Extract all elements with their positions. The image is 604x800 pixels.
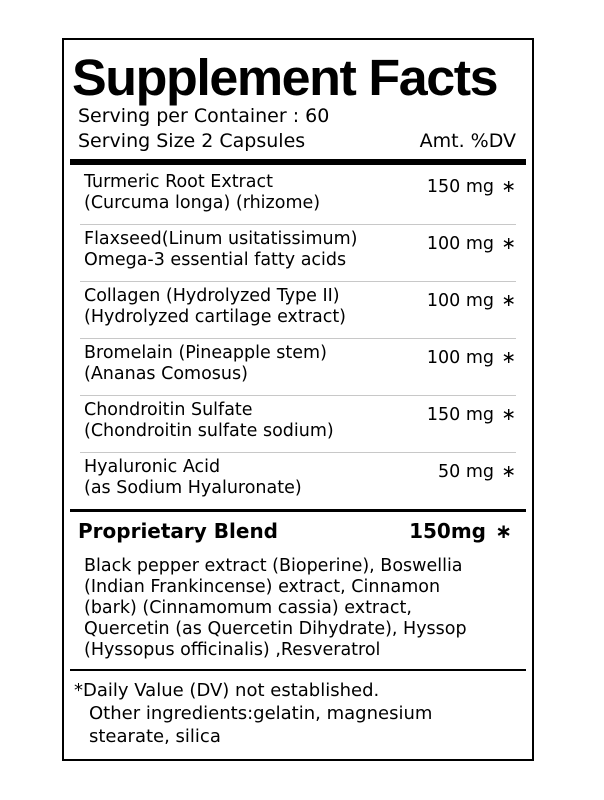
ingredient-row bbox=[80, 225, 516, 282]
ingredient-name bbox=[84, 172, 320, 214]
proprietary-blend-amount: 150mg bbox=[409, 519, 486, 543]
ingredient-line-2: Omega-3 essential fatty acids bbox=[84, 250, 347, 270]
ingredient-amount: 150 mg bbox=[426, 405, 494, 425]
ingredient-amount-cell bbox=[438, 462, 516, 483]
ingredient-amount-cell bbox=[427, 234, 516, 255]
ingredient-line-2: (Hydrolyzed cartilage extract) bbox=[84, 307, 347, 327]
ingredient-amount-cell bbox=[427, 177, 516, 198]
ingredient-amount: 100 mg bbox=[426, 291, 494, 311]
ingredient-line-1: Collagen (Hydrolyzed Type II) bbox=[84, 286, 340, 306]
ingredient-name bbox=[84, 286, 346, 328]
ingredient-line-2: (Chondroitin sulfate sodium) bbox=[84, 421, 334, 441]
ingredient-amount: 150 mg bbox=[426, 177, 494, 197]
ingredient-line-1: Hyaluronic Acid bbox=[84, 457, 221, 477]
ingredient-row bbox=[80, 453, 516, 509]
ingredient-line-2: (as Sodium Hyaluronate) bbox=[84, 478, 302, 498]
panel-title: Supplement Facts bbox=[72, 49, 498, 106]
ingredient-row bbox=[80, 339, 516, 396]
ingredient-name bbox=[84, 400, 334, 442]
blend-divider bbox=[70, 509, 526, 512]
footnote-divider bbox=[70, 669, 526, 671]
asterisk-icon: ∗ bbox=[501, 462, 516, 482]
ingredient-line-1: Chondroitin Sulfate bbox=[84, 400, 253, 420]
asterisk-icon: ∗ bbox=[501, 348, 516, 368]
blend-line: (Indian Frankincense) extract, Cinnamon bbox=[84, 577, 441, 597]
ingredient-amount-cell bbox=[427, 291, 516, 312]
ingredient-amount: 100 mg bbox=[426, 348, 494, 368]
supplement-facts-panel bbox=[62, 38, 534, 761]
asterisk-icon: ∗ bbox=[501, 405, 516, 425]
blend-line: Black pepper extract (Bioperine), Boswellia bbox=[84, 556, 463, 576]
asterisk-icon: ∗ bbox=[495, 519, 512, 543]
serving-per-container: Serving per Container : 60 bbox=[78, 105, 330, 127]
ingredient-name bbox=[84, 229, 358, 271]
thick-divider bbox=[70, 159, 526, 165]
other-ingredients-line-2: stearate, silica bbox=[89, 726, 221, 747]
ingredient-amount: 100 mg bbox=[426, 234, 494, 254]
ingredient-row bbox=[80, 282, 516, 339]
ingredient-amount-cell bbox=[427, 348, 516, 369]
proprietary-blend-name: Proprietary Blend bbox=[78, 519, 278, 543]
ingredient-row bbox=[80, 396, 516, 453]
ingredient-line-1: Flaxseed(Linum usitatissimum) bbox=[84, 229, 358, 249]
ingredient-line-1: Turmeric Root Extract bbox=[84, 172, 273, 192]
blend-line: (Hyssopus officinalis) ,Resveratrol bbox=[84, 640, 381, 660]
asterisk-icon: ∗ bbox=[501, 291, 516, 311]
ingredient-line-1: Bromelain (Pineapple stem) bbox=[84, 343, 327, 363]
amount-dv-header: Amt. %DV bbox=[419, 130, 516, 152]
ingredient-line-2: (Curcuma longa) (rhizome) bbox=[84, 193, 321, 213]
ingredient-name bbox=[84, 343, 327, 385]
asterisk-icon: ∗ bbox=[501, 234, 516, 254]
daily-value-note: *Daily Value (DV) not established. bbox=[74, 680, 380, 701]
proprietary-blend-ingredients bbox=[84, 556, 524, 661]
serving-size: Serving Size 2 Capsules bbox=[78, 130, 306, 152]
ingredient-amount-cell bbox=[427, 405, 516, 426]
other-ingredients-line-1: Other ingredients:gelatin, magnesium bbox=[89, 703, 433, 724]
ingredient-line-2: (Ananas Comosus) bbox=[84, 364, 248, 384]
asterisk-icon: ∗ bbox=[501, 177, 516, 197]
footnote bbox=[74, 679, 432, 748]
blend-line: Quercetin (as Quercetin Dihydrate), Hyssop bbox=[84, 619, 467, 639]
ingredient-row bbox=[80, 168, 516, 225]
ingredient-name bbox=[84, 457, 302, 499]
ingredient-amount: 50 mg bbox=[438, 462, 494, 482]
proprietary-blend-amount-cell bbox=[409, 519, 512, 543]
blend-line: (bark) (Cinnamomum cassia) extract, bbox=[84, 598, 412, 618]
